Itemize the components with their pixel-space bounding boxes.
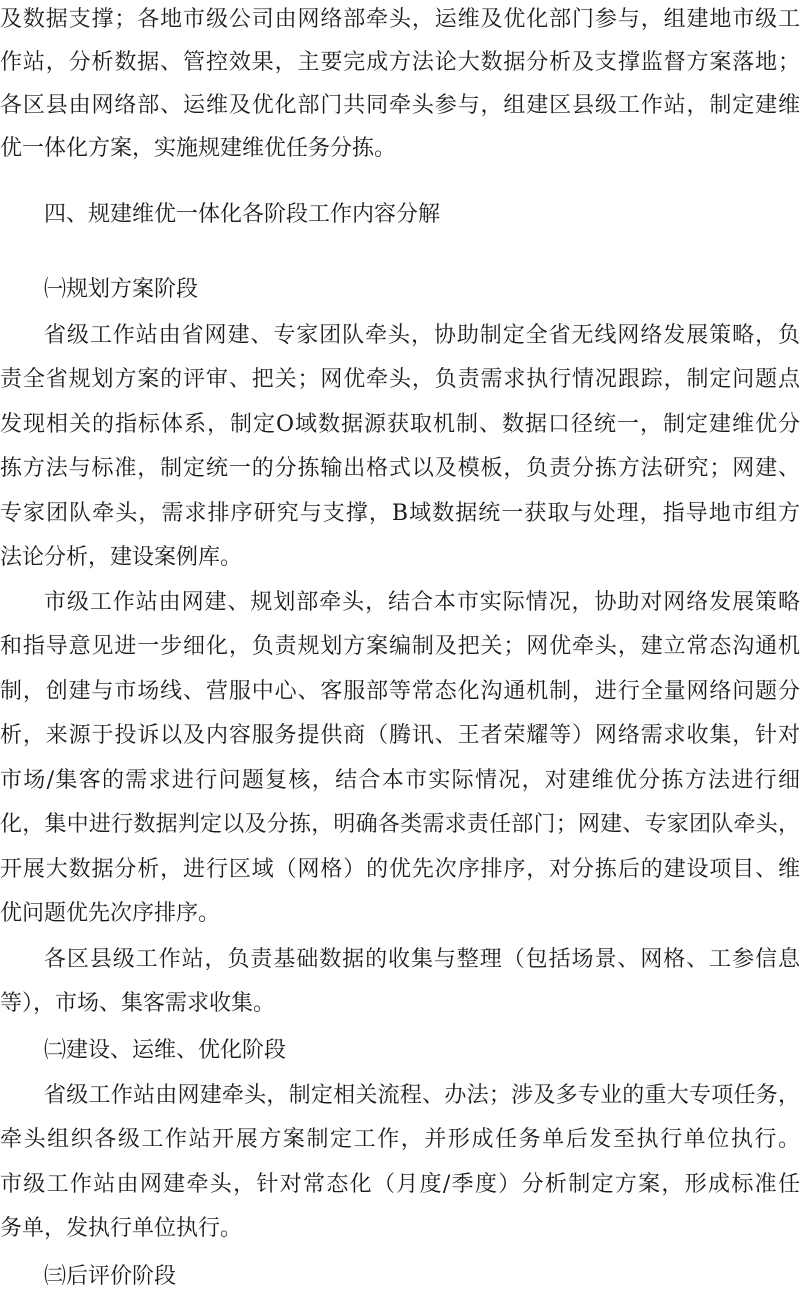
body-line: 析，来源于投诉以及内容服务提供商（腾讯、王者荣耀等）网络需求收集，针对 <box>0 723 800 748</box>
body-line: 制，创建与市场线、营服中心、客服部等常态化沟通机制，进行全量网络问题分 <box>0 679 800 704</box>
body-line: 发现相关的指标体系，制定O域数据源获取机制、数据口径统一，制定建维优分 <box>0 412 800 437</box>
body-line: 各区县由网络部、运维及优化部门共同牵头参与，组建区县级工作站，制定建维 <box>0 93 800 118</box>
body-line: 作站，分析数据、管控效果，主要完成方法论大数据分析及支撑监督方案落地； <box>0 50 800 75</box>
body-line: 开展大数据分析，进行区域（网格）的优先次序排序，对分拣后的建设项目、维 <box>0 857 800 882</box>
body-line: 省级工作站由网建牵头，制定相关流程、办法；涉及多专业的重大专项任务， <box>44 1083 800 1108</box>
body-line: 拣方法与标准，制定统一的分拣输出格式以及模板，负责分拣方法研究；网建、 <box>0 456 800 481</box>
subsection-heading: ㈡建设、运维、优化阶段 <box>44 1038 287 1063</box>
subsection-heading: ㈢后评价阶段 <box>44 1264 177 1289</box>
body-line: 化，集中进行数据判定以及分拣，明确各类需求责任部门；网建、专家团队牵头， <box>0 812 800 837</box>
body-line: 牵头组织各级工作站开展方案制定工作，并形成任务单后发至执行单位执行。 <box>0 1127 800 1152</box>
body-line: 等），市场、集客需求收集。 <box>0 991 276 1016</box>
body-line: 责全省规划方案的评审、把关；网优牵头，负责需求执行情况跟踪，制定问题点 <box>0 367 800 392</box>
section-heading: 四、规建维优一体化各阶段工作内容分解 <box>44 202 441 227</box>
body-line: 市场/集客的需求进行问题复核，结合本市实际情况，对建维优分拣方法进行细 <box>0 768 800 793</box>
subsection-heading: ㈠规划方案阶段 <box>44 277 199 302</box>
body-line: 及数据支撑；各地市级公司由网络部牵头，运维及优化部门参与，组建地市级工 <box>0 7 800 32</box>
body-line: 优一体化方案，实施规建维优任务分拣。 <box>0 136 397 161</box>
body-line: 法论分析，建设案例库。 <box>0 545 243 570</box>
body-line: 省级工作站由省网建、专家团队牵头，协助制定全省无线网络发展策略，负 <box>44 323 800 348</box>
body-line: 和指导意见进一步细化，负责规划方案编制及把关；网优牵头，建立常态沟通机 <box>0 634 800 659</box>
body-line: 市级工作站由网建牵头，针对常态化（月度/季度）分析制定方案，形成标准任 <box>0 1172 800 1197</box>
body-line: 各区县级工作站，负责基础数据的收集与整理（包括场景、网格、工参信息 <box>44 947 800 972</box>
body-line: 务单，发执行单位执行。 <box>0 1216 243 1241</box>
body-line: 专家团队牵头，需求排序研究与支撑，B域数据统一获取与处理，指导地市组方 <box>0 501 800 526</box>
body-line: 优问题优先次序排序。 <box>0 901 221 926</box>
body-line: 市级工作站由网建、规划部牵头，结合本市实际情况，协助对网络发展策略 <box>44 590 800 615</box>
